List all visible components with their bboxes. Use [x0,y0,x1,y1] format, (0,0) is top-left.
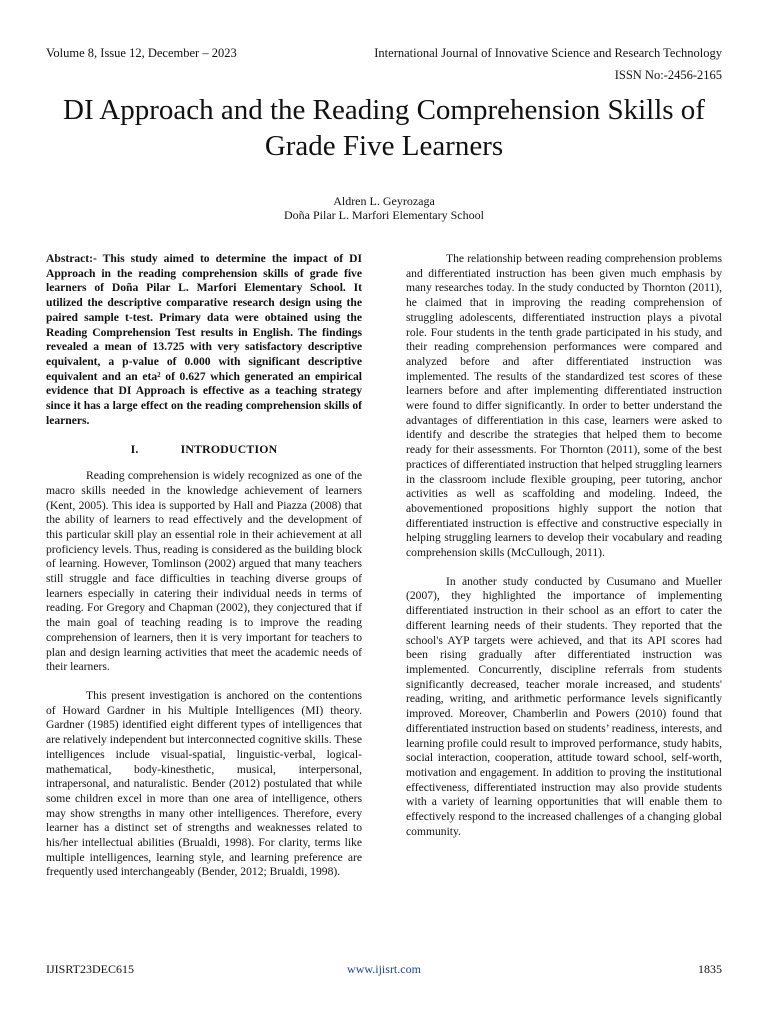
issn: ISSN No:-2456-2165 [614,68,722,82]
paragraph: Reading comprehension is widely recognized as one of the macro skills needed in the knowledge achievement of learners (Kent, 2005). This idea is supported by Hall and Piazza (2008) that the ability of learners to read effectively and the development of this particular skill play an essential role in their achievement at all proficiency levels. Thus, reading is considered as the building block of learning. However, Tomlinson (2002) argued that many teachers still struggle and face difficulties in teaching diverse groups of learners especially in catering their individual needs in terms of reading. For Gregory and Chapman (2002), they conjectured that if the main goal of teaching reading is to improve the reading comprehension of learners, then it is very important for teachers to plan and design learning activities that meet the academic needs of their learners. [46,469,362,674]
left-column [46,252,362,880]
journal-name: International Journal of Innovative Science and Research Technology [374,46,722,60]
section-title: INTRODUCTION [180,442,278,457]
volume-info: Volume 8, Issue 12, December – 2023 [46,46,237,60]
page-number: 1835 [698,962,722,976]
right-column [406,252,722,839]
author-affiliation: Doña Pilar L. Marfori Elementary School [284,208,484,222]
paragraph: In another study conducted by Cusumano and Mueller (2007), they highlighted the importance of implementing differentiated instruction in their school as an effort to cater the different learning needs of their students. They reported that the school's AYP targets were achieved, and that its API scores had been rising gradually after differentiated instruction was implemented. Concurrently, discipline referrals from students significantly decreased, teacher morale increased, and students' reading, writing, and arithmetic performance levels significantly improved. Moreover, Chamberlin and Powers (2010) found that differentiated instruction based on students’ readiness, interests, and learning profile could result to improved performance, study habits, social interaction, cooperation, attitude toward school, self-worth, motivation and engagement. In addition to proving the institutional effectiveness, differentiated instruction may also provide students with a variety of learning opportunities that will enable them to effectively respond to the increased challenges of a changing global community. [406,574,722,838]
journal-url-link[interactable]: www.ijisrt.com [347,962,421,976]
author-name: Aldren L. Geyrozaga [333,194,435,208]
paragraph: This present investigation is anchored on the contentions of Howard Gardner in his Multiple Intelligences (MI) theory. Gardner (1985) identified eight different types of intelligences that are relatively independent but interconnected cognitive skills. These intelligences include visual-spatial, linguistic-verbal, logical-mathematical, body-kinesthetic, musical, interpersonal, intrapersonal, and naturalistic. Bender (2012) postulated that while some children excel in more than one area of intelligence, others may show strengths in many other intelligences. Therefore, every learner has a distinct set of strengths and weaknesses related to his/her intellectual abilities (Brualdi, 1998). For clarity, terms like multiple intelligences, learning style, and learning preference are frequently used interchangeably (Bender, 2012; Brualdi, 1998). [46,688,362,879]
article-code: IJISRT23DEC615 [46,962,134,976]
abstract: Abstract:- This study aimed to determine the impact of DI Approach in the reading comprehension skills of grade five learners of Doña Pilar L. Marfori Elementary School. It utilized the descriptive comparative research design using the paired sample t-test. Primary data were obtained using the Reading Comprehension Test results in English. The findings revealed a mean of 13.725 with very satisfactory descriptive equivalent, a p-value of 0.000 with significant descriptive equivalent and an eta² of 0.627 which generated an empirical evidence that DI Approach is effective as a teaching strategy since it has a large effect on the reading comprehension skills of learners. [46,252,362,427]
paper-title: DI Approach and the Reading Comprehension Skills of Grade Five Learners [63,94,705,162]
section-heading [46,442,362,457]
section-number: I. [130,442,139,457]
paragraph: The relationship between reading comprehension problems and differentiated instruction has been given much emphasis by many researches today. In the study conducted by Thornton (2011), he claimed that in improving the reading comprehension of struggling adolescents, differentiated instruction plays a pivotal role. Four students in the tenth grade participated in his study, and their reading comprehension performances were compared and analyzed before and after differentiated instruction was implemented. The results of the standardized test scores of these learners before and after implementing differentiated instruction were found to differ significantly. In order to better understand the advantages of differentiation in this case, learners were asked to identify and describe the strategies that helped them to become ready for their assessments. For Thornton (2011), some of the best practices of differentiated instruction that helped struggling learners in the classroom include flexible grouping, peer tutoring, anchor activities as well as scaffolding and modeling. Indeed, the abovementioned propositions highly support the notion that differentiated instruction is effective and constructive especially in helping struggling learners to develop their vocabulary and reading comprehension skills (McCullough, 2011). [406,252,722,560]
